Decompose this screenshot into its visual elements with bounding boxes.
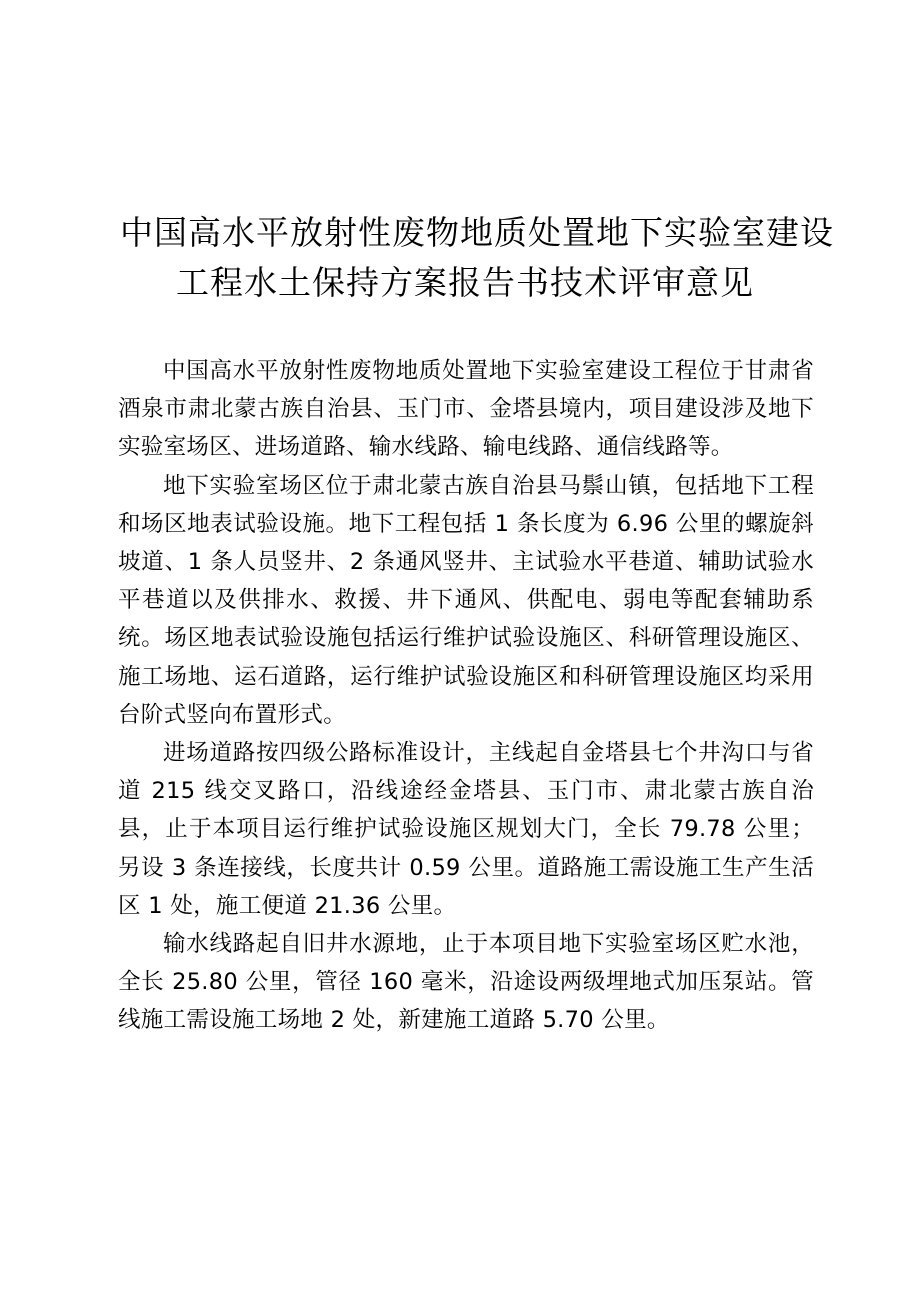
paragraph-overview: 中国高水平放射性废物地质处置地下实验室建设工程位于甘肃省酒泉市肃北蒙古族自治县、玉门市、金塔县境内，项目建设涉及地下实验室场区、进场道路、输水线路、输电线路、通信线路等。 [118, 358, 814, 461]
paragraph-lab-site: 地下实验室场区位于肃北蒙古族自治县马鬃山镇，包括地下工程和场区地表试验设施。地下工程包括 1 条长度为 6.96 公里的螺旋斜坡道、1 条人员竖井、2 条通风竖井、主试验水平巷道、辅助试验水平巷道以及供排水、救援、井下通风、供配电、弱电等配套辅助系统。场区地表试验设施包括运行维护试验设施区、科研管理设施区、施工场地、运石道路，运行维护试验设施区和科研管理设施区均采用台阶式竖向布置形式。 [118, 472, 814, 728]
paragraph-access-road: 进场道路按四级公路标准设计，主线起自金塔县七个井沟口与省道 215 线交叉路口，沿线途经金塔县、玉门市、肃北蒙古族自治县，止于本项目运行维护试验设施区规划大门，全长 79.78 公里；另设 3 条连接线，长度共计 0.59 公里。道路施工需设施工生产生活区 1 处，施工便道 21.36 公里。 [118, 740, 814, 919]
document-title [120, 208, 834, 308]
paragraph-water-line: 输水线路起自旧井水源地，止于本项目地下实验室场区贮水池，全长 25.80 公里，管径 160 毫米，沿途设两级埋地式加压泵站。管线施工需设施工场地 2 处，新建施工道路 5.70 公里。 [118, 931, 814, 1034]
document-body [118, 352, 814, 1040]
title-line-1: 中国高水平放射性废物地质处置地下实验室建设 [120, 213, 834, 252]
title-line-2: 工程水土保持方案报告书技术评审意见 [176, 263, 754, 302]
